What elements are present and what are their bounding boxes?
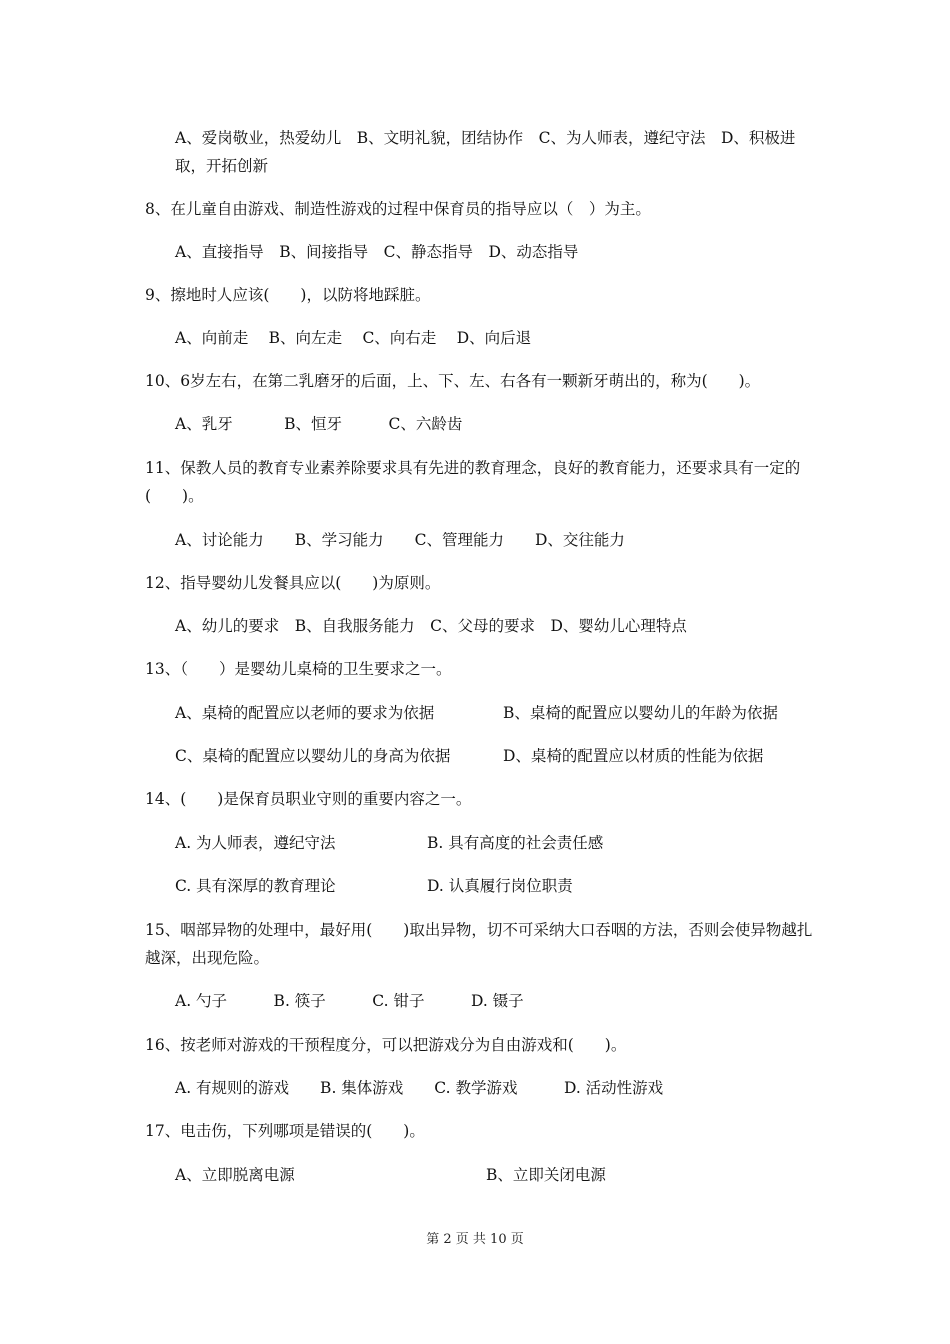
q14-option-a: A. 为人师表，遵纪守法	[175, 834, 336, 852]
q16-stem: 16、按老师对游戏的干预程度分，可以把游戏分为自由游戏和( )。	[145, 1036, 627, 1054]
q16-options: A. 有规则的游戏 B. 集体游戏 C. 教学游戏 D. 活动性游戏	[175, 1079, 664, 1097]
q9-stem: 9、擦地时人应该( )，以防将地踩脏。	[145, 286, 431, 304]
q14-option-b: B. 具有高度的社会责任感	[427, 834, 604, 852]
q15-options: A. 勺子 B. 筷子 C. 钳子 D. 镊子	[175, 992, 524, 1010]
q17-stem: 17、电击伤，下列哪项是错误的( )。	[145, 1122, 425, 1140]
q17-option-a: A、立即脱离电源	[175, 1166, 295, 1184]
q8-options: A、直接指导 B、间接指导 C、静态指导 D、动态指导	[175, 243, 579, 261]
q10-stem: 10、6岁左右，在第二乳磨牙的后面，上、下、左、右各有一颗新牙萌出的，称为( )。	[145, 372, 761, 390]
q13-option-c: C、桌椅的配置应以婴幼儿的身高为依据	[175, 747, 451, 765]
q13-option-b: B、桌椅的配置应以婴幼儿的年龄为依据	[503, 704, 778, 722]
q11-stem: 11、保教人员的教育专业素养除要求具有先进的教育理念，良好的教育能力，还要求具有一定的( )。	[145, 459, 801, 505]
q13-option-d: D、桌椅的配置应以材质的性能为依据	[503, 747, 764, 765]
q13-stem: 13、（ ）是婴幼儿桌椅的卫生要求之一。	[145, 660, 452, 678]
q11-options: A、讨论能力 B、学习能力 C、管理能力 D、交往能力	[175, 531, 625, 549]
q14-option-d: D. 认真履行岗位职责	[427, 877, 573, 895]
q7-options: A、爱岗敬业，热爱幼儿 B、文明礼貌，团结协作 C、为人师表，遵纪守法 D、积极进取，开拓创新	[175, 129, 796, 175]
q13-option-a: A、桌椅的配置应以老师的要求为依据	[175, 704, 435, 722]
q15-stem: 15、咽部异物的处理中，最好用( )取出异物，切不可采纳大口吞咽的方法，否则会使异物越扎越深，出现危险。	[145, 921, 813, 967]
q12-stem: 12、指导婴幼儿发餐具应以( )为原则。	[145, 574, 441, 592]
q12-options: A、幼儿的要求 B、自我服务能力 C、父母的要求 D、婴幼儿心理特点	[175, 617, 687, 635]
page-footer: 第 2 页 共 10 页	[426, 1232, 524, 1247]
q17-option-b: B、立即关闭电源	[486, 1166, 606, 1184]
q8-stem: 8、在儿童自由游戏、制造性游戏的过程中保育员的指导应以（ ）为主。	[145, 200, 651, 218]
q10-options: A、乳牙 B、恒牙 C、六龄齿	[175, 415, 463, 433]
q14-stem: 14、( )是保育员职业守则的重要内容之一。	[145, 790, 472, 808]
q9-options: A、向前走 B、向左走 C、向右走 D、向后退	[175, 329, 532, 347]
q14-option-c: C. 具有深厚的教育理论	[175, 877, 336, 895]
